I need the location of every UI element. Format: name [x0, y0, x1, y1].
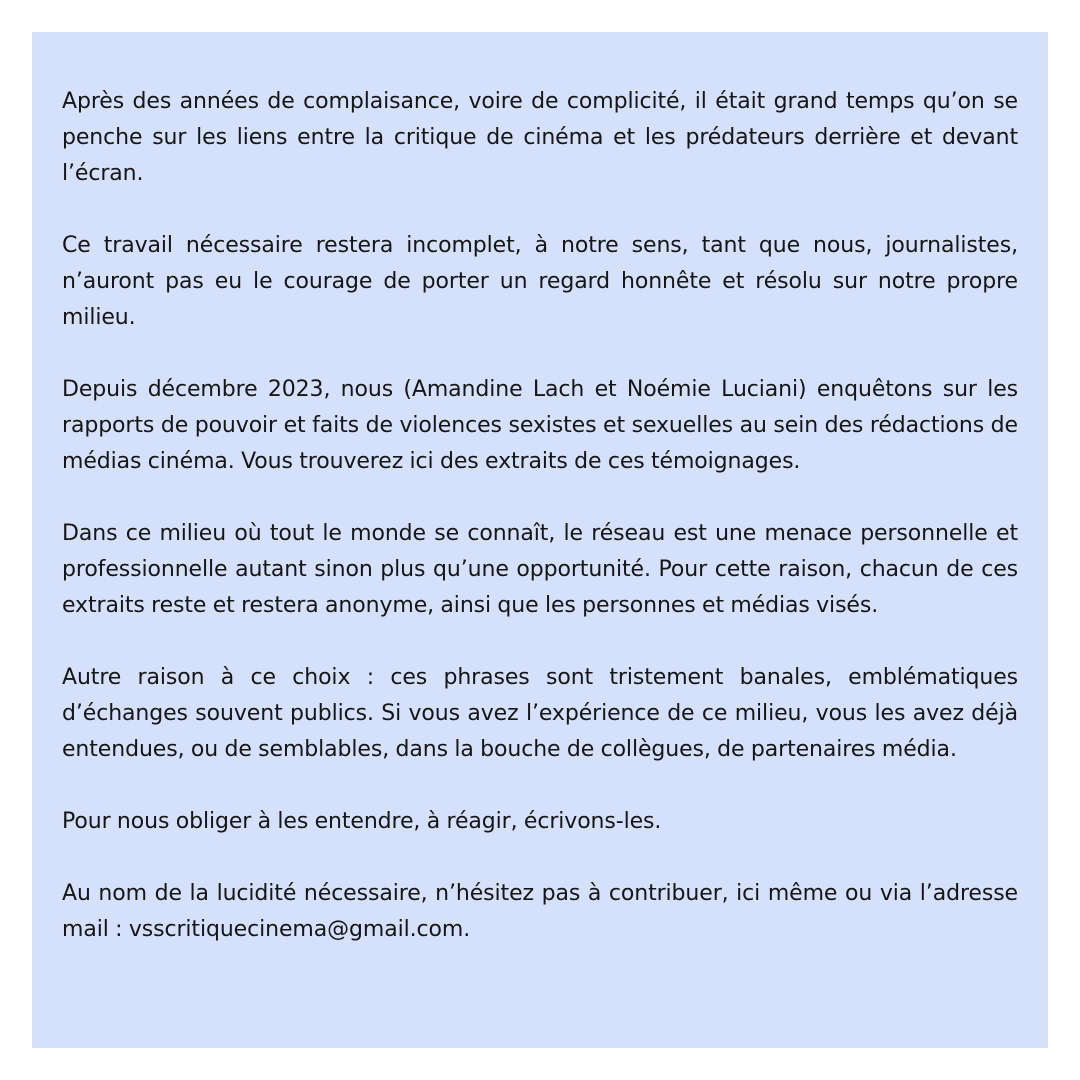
paragraph-investigation: Depuis décembre 2023, nous (Amandine Lach et Noémie Luciani) enquêtons sur les rapports de pouvoir et faits de violences sexistes et sexuelles au sein des rédactions de médias cinéma. Vous trouverez ici des extraits de ces témoignages. [62, 377, 1018, 474]
paragraph-intro: Après des années de complaisance, voire de complicité, il était grand temps qu’on se penche sur les liens entre la critique de cinéma et les prédateurs derrière et devant l’écran. [62, 89, 1018, 186]
paragraph-contribute: Au nom de la lucidité nécessaire, n’hésitez pas à contribuer, ici même ou via l’adresse mail : vsscritiquecinema@gmail.com. [62, 881, 1018, 942]
paragraph-write: Pour nous obliger à les entendre, à réagir, écrivons-les. [62, 809, 662, 834]
paragraph-journalists: Ce travail nécessaire restera incomplet, à notre sens, tant que nous, journalistes, n’auront pas eu le courage de porter un regard honnête et résolu sur notre propre milieu. [62, 233, 1018, 330]
text-panel [32, 32, 1048, 1048]
paragraph-reason: Autre raison à ce choix : ces phrases sont tristement banales, emblématiques d’échanges souvent publics. Si vous avez l’expérience de ce milieu, vous les avez déjà entendues, ou de semblables, dans la bouche de collègues, de partenaires média. [62, 665, 1018, 762]
paragraph-anonymity: Dans ce milieu où tout le monde se connaît, le réseau est une menace personnelle et professionnelle autant sinon plus qu’une opportunité. Pour cette raison, chacun de ces extraits reste et restera anonyme, ainsi que les personnes et médias visés. [62, 521, 1018, 618]
